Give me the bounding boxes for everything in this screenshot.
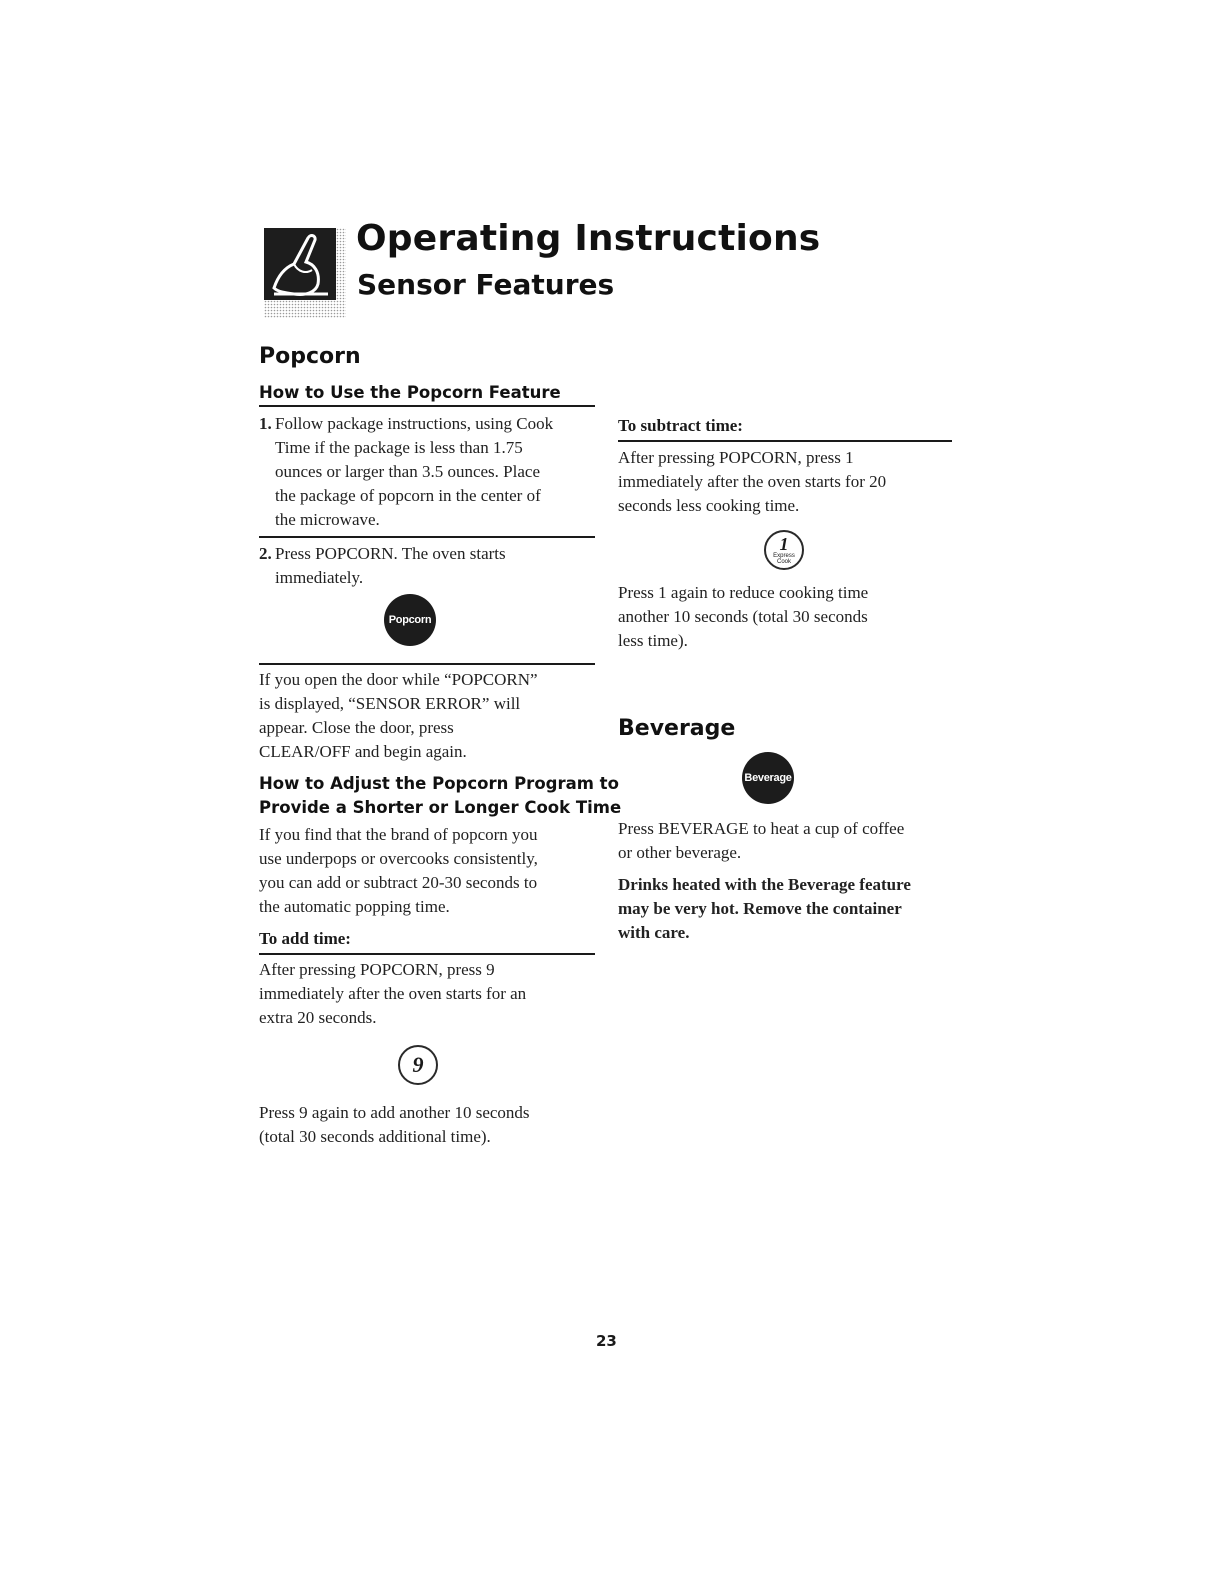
beverage-warning bbox=[618, 873, 952, 945]
express-cook-1-button bbox=[764, 530, 804, 570]
step-1 bbox=[259, 412, 595, 532]
button-sub-label: Cook bbox=[776, 559, 791, 565]
beverage-text bbox=[618, 817, 952, 865]
step-number: 1. bbox=[259, 414, 272, 433]
add-time-heading: To add time: bbox=[259, 929, 351, 948]
add-time-line: extra 20 seconds. bbox=[259, 1008, 377, 1027]
page-subtitle: Sensor Features bbox=[357, 268, 615, 301]
how-to-use-heading: How to Use the Popcorn Feature bbox=[259, 383, 561, 402]
page-title: Operating Instructions bbox=[356, 218, 821, 259]
step-line: Time if the package is less than 1.75 bbox=[275, 438, 523, 457]
subtract-time-text bbox=[618, 446, 952, 518]
after-line: less time). bbox=[618, 631, 688, 650]
note-line: is displayed, “SENSOR ERROR” will bbox=[259, 694, 521, 713]
subtract-time-heading: To subtract time: bbox=[618, 416, 743, 435]
divider bbox=[259, 663, 595, 665]
page-number: 23 bbox=[596, 1332, 617, 1350]
step-line: Press POPCORN. The oven starts bbox=[275, 544, 506, 563]
divider bbox=[259, 953, 595, 955]
after-line: Press 1 again to reduce cooking time bbox=[618, 583, 869, 602]
subtract-time-after bbox=[618, 581, 952, 653]
add-time-line: After pressing POPCORN, press 9 bbox=[259, 960, 495, 979]
beverage-button: Beverage bbox=[742, 752, 794, 804]
beverage-heading: Beverage bbox=[618, 716, 736, 741]
adjust-heading bbox=[259, 772, 622, 820]
step-2 bbox=[259, 542, 595, 590]
step-number: 2. bbox=[259, 544, 272, 563]
subtract-time-line: seconds less cooking time. bbox=[618, 496, 800, 515]
intro-line: use underpops or overcooks consistently, bbox=[259, 849, 538, 868]
divider bbox=[259, 536, 595, 538]
intro-line: If you find that the brand of popcorn you bbox=[259, 825, 538, 844]
divider bbox=[259, 405, 595, 407]
popcorn-heading: Popcorn bbox=[259, 344, 361, 369]
subtract-time-line: After pressing POPCORN, press 1 bbox=[618, 448, 854, 467]
after-line: Press 9 again to add another 10 seconds bbox=[259, 1103, 530, 1122]
note-line: appear. Close the door, press bbox=[259, 718, 454, 737]
after-line: (total 30 seconds additional time). bbox=[259, 1127, 491, 1146]
after-line: another 10 seconds (total 30 seconds bbox=[618, 607, 868, 626]
note-line: CLEAR/OFF and begin again. bbox=[259, 742, 467, 761]
intro-line: the automatic popping time. bbox=[259, 897, 450, 916]
add-time-text bbox=[259, 958, 595, 1030]
note-line: If you open the door while “POPCORN” bbox=[259, 670, 538, 689]
warning-line: may be very hot. Remove the container bbox=[618, 899, 902, 918]
button-digit: 1 bbox=[779, 534, 789, 554]
warning-line: with care. bbox=[618, 923, 690, 942]
adjust-heading-line: Provide a Shorter or Longer Cook Time bbox=[259, 798, 622, 817]
adjust-heading-line: How to Adjust the Popcorn Program to bbox=[259, 774, 619, 793]
add-time-line: immediately after the oven starts for an bbox=[259, 984, 527, 1003]
beverage-line: or other beverage. bbox=[618, 843, 742, 862]
sensor-error-note bbox=[259, 668, 595, 764]
intro-line: you can add or subtract 20-30 seconds to bbox=[259, 873, 538, 892]
divider bbox=[618, 440, 952, 442]
step-line: immediately. bbox=[275, 568, 364, 587]
step-line: Follow package instructions, using Cook bbox=[275, 414, 554, 433]
button-digit: 9 bbox=[412, 1052, 424, 1077]
add-time-after bbox=[259, 1101, 595, 1149]
beverage-line: Press BEVERAGE to heat a cup of coffee bbox=[618, 819, 905, 838]
subtract-time-line: immediately after the oven starts for 20 bbox=[618, 472, 887, 491]
step-line: the microwave. bbox=[275, 510, 380, 529]
number-9-button bbox=[398, 1045, 438, 1085]
adjust-intro bbox=[259, 823, 595, 919]
warning-line: Drinks heated with the Beverage feature bbox=[618, 875, 911, 894]
button-sub-label: Express bbox=[773, 553, 795, 559]
step-line: ounces or larger than 3.5 ounces. Place bbox=[275, 462, 540, 481]
step-line: the package of popcorn in the center of bbox=[275, 486, 541, 505]
hand-touch-icon bbox=[264, 228, 346, 318]
popcorn-button: Popcorn bbox=[384, 594, 436, 646]
